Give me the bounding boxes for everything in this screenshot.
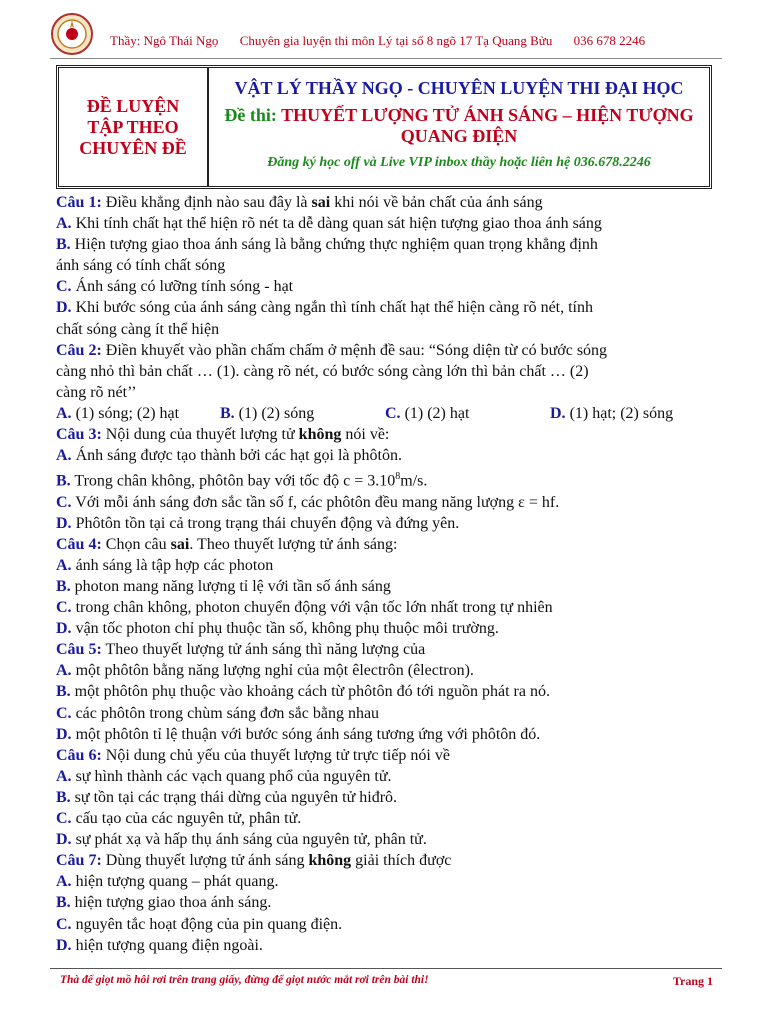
option-letter: C. — [56, 704, 72, 722]
answer-option — [56, 871, 716, 892]
option-text: một phôtôn phụ thuộc vào khoảng cách từ phôtôn đó tới nguồn phát ra nó. — [70, 683, 550, 701]
option-text: các phôtôn trong chùm sáng đơn sắc bằng nhau — [71, 704, 380, 722]
answer-option — [56, 576, 716, 597]
question-number: Câu 7: — [56, 852, 102, 870]
teacher-name: Thầy: Ngô Thái Ngọ — [110, 33, 219, 48]
question-text: Theo thuyết lượng tử ánh sáng thì năng lượng của — [101, 641, 426, 659]
text-continuation — [56, 255, 716, 276]
question-number: Câu 3: — [56, 426, 102, 444]
option-text: sự tồn tại các trạng thái dừng của nguyên tử hiđrô. — [70, 788, 398, 806]
footer-divider — [50, 968, 722, 969]
banner-right — [209, 68, 709, 186]
answer-option — [56, 808, 716, 829]
header-phone: 036 678 2246 — [573, 33, 646, 48]
option-letter: C. — [56, 493, 72, 511]
option-text: một phôtôn bằng năng lượng nghỉ của một êlectrôn (êlectron). — [71, 662, 474, 680]
question-line — [56, 850, 716, 871]
questions-body — [56, 192, 716, 956]
header-info — [110, 33, 663, 49]
question-number: Câu 1: — [56, 194, 102, 211]
option-text: Ánh sáng được tạo thành bởi các hạt gọi là phôtôn. — [71, 447, 402, 465]
option-text: nguyên tắc hoạt động của pin quang điện. — [71, 915, 343, 933]
question-line — [56, 192, 716, 213]
questions-part-1 — [56, 192, 716, 403]
option-text: Ánh sáng có lưỡng tính sóng - hạt — [71, 278, 294, 296]
option-text: Khi tính chất hạt thể hiện rõ nét ta dễ dàng quan sát hiện tượng giao thoa ánh sáng — [71, 215, 602, 233]
option-text: sự phát xạ và hấp thụ ánh sáng của nguyên tử, phân tử. — [71, 831, 427, 849]
answer-option — [56, 597, 716, 618]
question-number: Câu 5: — [56, 641, 102, 659]
question-text: giải thích được — [351, 852, 452, 870]
q2-option-d: D. (1) hạt; (2) sóng — [550, 404, 674, 422]
practice-label: ĐỀ LUYỆN TẬP THEO CHUYÊN ĐỀ — [79, 95, 187, 158]
questions-part-2 — [56, 424, 716, 956]
emphasis-word: sai — [170, 535, 190, 553]
text-continuation — [56, 319, 716, 340]
emphasis-word: không — [308, 852, 352, 870]
option-letter: C. — [56, 599, 72, 617]
option-letter: A. — [56, 447, 72, 465]
exam-heading — [209, 105, 709, 147]
title-banner — [56, 65, 712, 189]
answer-option — [56, 660, 716, 681]
emphasis-word: không — [298, 426, 342, 444]
option-letter: B. — [56, 578, 71, 596]
q2-option-a: A. (1) sóng; (2) hạt — [56, 404, 180, 422]
option-text: chất sóng càng ít thể hiện — [56, 320, 220, 338]
option-text: Trong chân không, phôtôn bay với tốc độ c = 3.10 — [70, 472, 396, 490]
option-text: hiện tượng giao thoa ánh sáng. — [70, 894, 272, 912]
option-letter: B. — [56, 894, 71, 912]
answer-option — [56, 445, 716, 466]
page-header — [50, 12, 722, 56]
answer-option — [56, 703, 716, 724]
option-letter: B. — [56, 788, 71, 806]
banner-title: VẬT LÝ THẦY NGỌ - CHUYÊN LUYỆN THI ĐẠI HỌC — [234, 78, 684, 98]
answer-option — [56, 234, 716, 255]
answer-option — [56, 829, 716, 850]
question-text: Nội dung của thuyết lượng tử — [101, 426, 299, 444]
option-text: sự hình thành các vạch quang phổ của nguyên tử. — [71, 767, 392, 785]
answer-option — [56, 681, 716, 702]
text-continuation — [56, 382, 716, 403]
question-text: khi nói về bản chất của ánh sáng — [330, 194, 543, 211]
question-text: Dùng thuyết lượng tử ánh sáng — [101, 852, 309, 870]
option-letter: C. — [56, 810, 72, 828]
question-text: nói về: — [341, 426, 390, 444]
page-number: Trang 1 — [672, 974, 713, 988]
option-text: Với mỗi ánh sáng đơn sắc tần số f, các phôtôn đều mang năng lượng ε = hf. — [71, 493, 560, 511]
option-letter: D. — [56, 936, 72, 954]
option-letter: B. — [56, 236, 71, 254]
answer-option — [56, 618, 716, 639]
answer-option — [56, 787, 716, 808]
option-text: một phôtôn tỉ lệ thuận với bước sóng ánh sáng tương ứng với phôtôn đó. — [71, 725, 541, 743]
answer-option — [56, 935, 716, 956]
option-text: m/s. — [400, 472, 428, 490]
question-text: Điền khuyết vào phần chấm chấm ở mệnh đề sau: “Sóng diện từ có bước sóng — [101, 341, 608, 359]
option-letter: C. — [56, 278, 72, 296]
option-letter: D. — [56, 831, 72, 849]
option-text: Phôtôn tồn tại cả trong trạng thái chuyển động và đứng yên. — [71, 514, 460, 532]
option-letter: A. — [56, 215, 72, 233]
option-letter: D. — [56, 620, 72, 638]
option-text: photon mang năng lượng tỉ lệ với tần số ánh sáng — [70, 578, 391, 596]
exam-title: THUYẾT LƯỢNG TỬ ÁNH SÁNG – HIỆN TƯỢNG QUANG ĐIỆN — [281, 105, 694, 146]
option-letter: D. — [56, 299, 72, 317]
question-number: Câu 2: — [56, 341, 102, 359]
question-line — [56, 424, 716, 445]
emphasis-word: sai — [311, 194, 331, 211]
option-letter: A. — [56, 873, 72, 891]
question-line — [56, 340, 716, 361]
answer-option — [56, 766, 716, 787]
option-letter: D. — [56, 514, 72, 532]
option-text: Hiện tượng giao thoa ánh sáng là bằng chứng thực nghiệm quan trọng khẳng định — [70, 236, 598, 254]
option-text: càng rõ nét’’ — [56, 383, 137, 401]
option-letter: D. — [56, 725, 72, 743]
register-note: Đăng ký học off và Live VIP inbox thầy hoặc liên hệ 036.678.2246 — [267, 155, 651, 170]
option-text: cấu tạo của các nguyên tử, phân tử. — [71, 810, 302, 828]
footer-quote: Thà để giọt mồ hôi rơi trên trang giấy, đừng để giọt nước mắt rơi trên bài thi! — [60, 974, 429, 986]
question-text: Chọn câu — [101, 535, 171, 553]
option-letter: A. — [56, 556, 72, 574]
question-text: Điều khẳng định nào sau đây là — [101, 194, 312, 211]
answer-option — [56, 466, 716, 491]
option-letter: C. — [56, 915, 72, 933]
q2-options-row — [56, 403, 716, 424]
option-letter: B. — [56, 683, 71, 701]
question-text: . Theo thuyết lượng tử ánh sáng: — [189, 535, 398, 553]
answer-option — [56, 513, 716, 534]
answer-option — [56, 892, 716, 913]
option-letter: A. — [56, 662, 72, 680]
option-letter: A. — [56, 767, 72, 785]
option-letter: B. — [56, 472, 71, 490]
q2-option-b: B. (1) (2) sóng — [220, 404, 315, 422]
text-continuation — [56, 361, 716, 382]
option-text: càng nhỏ thì bản chất … (1). càng rõ nét, có bước sóng càng lớn thì bản chất … (2) — [56, 362, 589, 380]
option-text: ánh sáng có tính chất sóng — [56, 257, 226, 275]
answer-option — [56, 492, 716, 513]
answer-option — [56, 914, 716, 935]
answer-option — [56, 213, 716, 234]
answer-option — [56, 276, 716, 297]
header-slogan: Chuyên gia luyện thi môn Lý tại số 8 ngõ 17 Tạ Quang Bửu — [239, 33, 553, 48]
answer-option — [56, 724, 716, 745]
question-number: Câu 6: — [56, 746, 102, 764]
exam-label: Đề thi: — [224, 105, 277, 125]
question-line — [56, 745, 716, 766]
question-text: Nội dung chủ yếu của thuyết lượng tử trực tiếp nói về — [101, 746, 450, 764]
banner-left — [59, 68, 209, 186]
q2-option-c: C. (1) (2) hạt — [385, 404, 470, 422]
school-logo-icon — [50, 12, 94, 56]
answer-option — [56, 555, 716, 576]
question-line — [56, 534, 716, 555]
option-text: ánh sáng là tập hợp các photon — [71, 556, 274, 574]
header-divider — [50, 58, 722, 59]
answer-option — [56, 297, 716, 318]
option-text: Khi bước sóng của ánh sáng càng ngắn thì tính chất hạt thể hiện càng rõ nét, tính — [71, 299, 593, 317]
question-line — [56, 639, 716, 660]
option-text: trong chân không, photon chuyển động với vận tốc lớn nhất trong tự nhiên — [71, 599, 553, 617]
exponent: 8 — [395, 471, 401, 483]
option-text: hiện tượng quang – phát quang. — [71, 873, 279, 891]
option-text: vận tốc photon chỉ phụ thuộc tần số, không phụ thuộc môi trường. — [71, 620, 499, 638]
question-number: Câu 4: — [56, 535, 102, 553]
option-text: hiện tượng quang điện ngoài. — [71, 936, 263, 954]
